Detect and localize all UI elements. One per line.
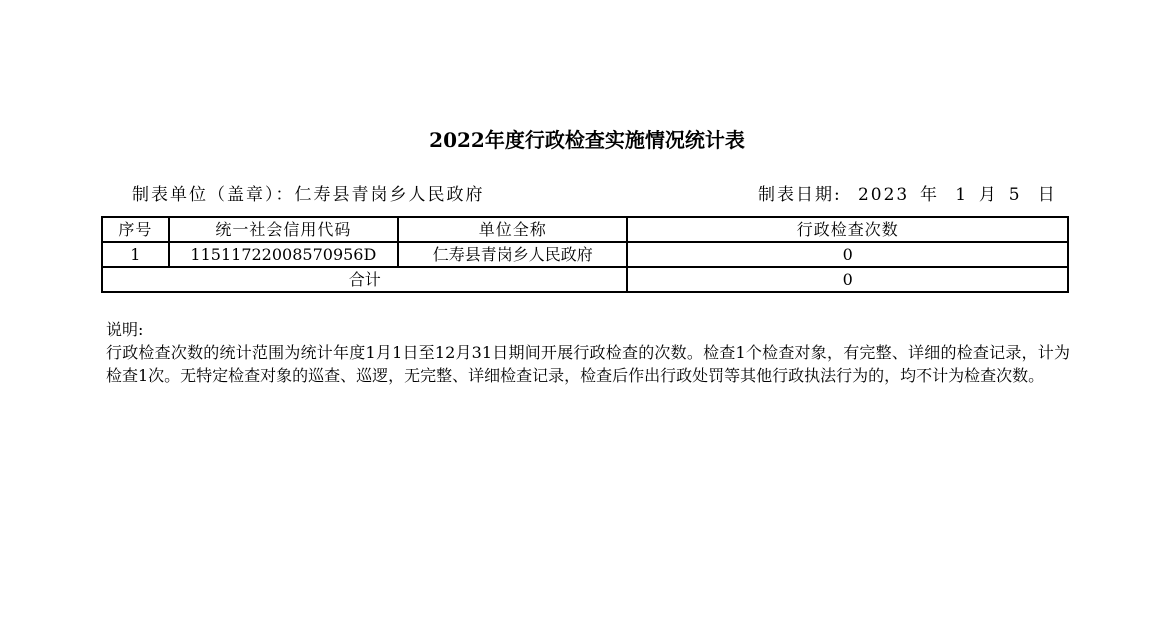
total-label: 合计 bbox=[102, 267, 627, 292]
page-title: 2022年度行政检查实施情况统计表 bbox=[429, 128, 745, 152]
inspection-stats-table bbox=[101, 216, 1069, 293]
total-value: 0 bbox=[627, 267, 1068, 292]
report-year: 2023 bbox=[857, 185, 910, 205]
report-year-unit: 年 bbox=[920, 185, 940, 205]
report-date bbox=[758, 180, 1057, 205]
report-month-unit: 月 bbox=[978, 185, 998, 205]
report-day: 5 bbox=[1008, 185, 1022, 205]
table-row bbox=[102, 242, 1068, 267]
reporting-unit bbox=[132, 180, 485, 205]
report-date-label: 制表日期: bbox=[758, 185, 842, 205]
table-total-row bbox=[102, 267, 1068, 292]
cell-unit-name: 仁寿县青岗乡人民政府 bbox=[398, 242, 627, 267]
header-index: 序号 bbox=[102, 217, 169, 242]
cell-inspection-count: 0 bbox=[627, 242, 1068, 267]
cell-credit-code: 11511722008570956D bbox=[169, 242, 398, 267]
reporting-unit-name: 仁寿县青岗乡人民政府 bbox=[294, 185, 485, 205]
notes-heading: 说明: bbox=[106, 320, 144, 339]
report-day-unit: 日 bbox=[1037, 185, 1057, 205]
reporting-unit-label: 制表单位（盖章）： bbox=[132, 185, 295, 205]
cell-index: 1 bbox=[102, 242, 169, 267]
table-header-row bbox=[102, 217, 1068, 242]
header-inspection-count: 行政检查次数 bbox=[627, 217, 1068, 242]
notes bbox=[106, 318, 1070, 387]
header-unit-name: 单位全称 bbox=[398, 217, 627, 242]
notes-body: 行政检查次数的统计范围为统计年度1月1日至12月31日期间开展行政检查的次数。检查1个检查对象，有完整、详细的检查记录，计为检查1次。无特定检查对象的巡查、巡逻，无完整、详细检查记录，检查后作出行政处罚等其他行政执法行为的，均不计为检查次数。 bbox=[106, 343, 1070, 385]
report-month: 1 bbox=[955, 185, 969, 205]
header-credit-code: 统一社会信用代码 bbox=[169, 217, 398, 242]
